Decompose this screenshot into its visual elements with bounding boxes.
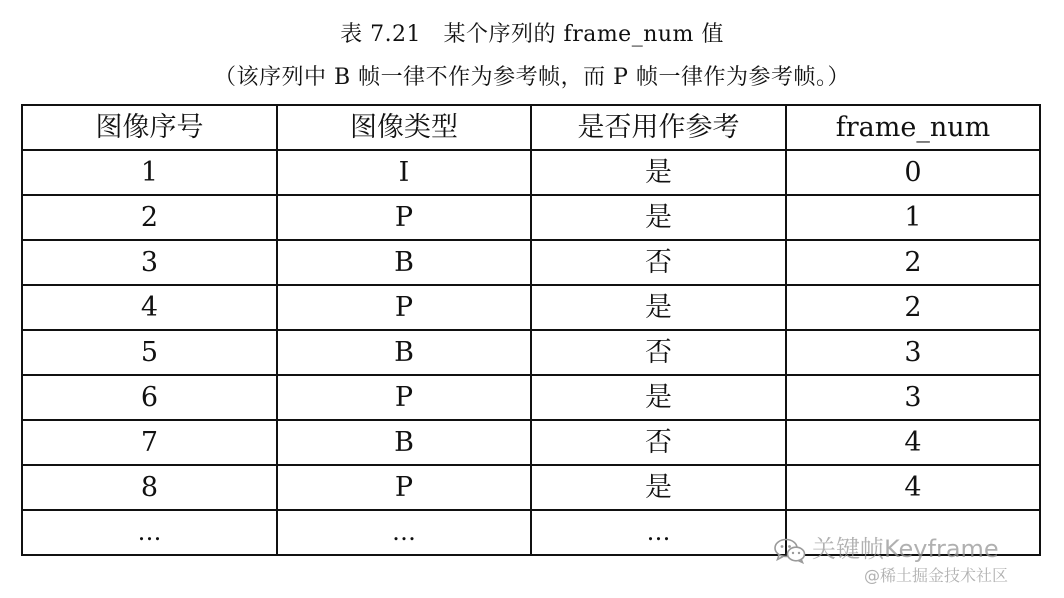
table-row (22, 195, 1040, 240)
table-row (22, 285, 1040, 330)
cell-is-reference: 否 (531, 420, 786, 465)
cell-image-type: P (277, 195, 531, 240)
watermark-account-name: 关键帧Keyframe (812, 535, 999, 563)
cell-is-reference: 是 (531, 195, 786, 240)
table-row (22, 465, 1040, 510)
table-caption-subtitle: （该序列中 B 帧一律不作为参考帧，而 P 帧一律作为参考帧。） (214, 65, 850, 90)
watermark (774, 530, 1044, 590)
cell-image-index: … (22, 510, 277, 555)
table-row (22, 330, 1040, 375)
header-frame-num: frame_num (786, 105, 1040, 150)
table-row (22, 420, 1040, 465)
cell-frame-num: 2 (786, 285, 1040, 330)
cell-is-reference: 是 (531, 465, 786, 510)
cell-frame-num: 3 (786, 375, 1040, 420)
cell-image-index: 5 (22, 330, 277, 375)
cell-image-index: 3 (22, 240, 277, 285)
header-is-reference: 是否用作参考 (531, 105, 786, 150)
watermark-source: @稀土掘金技术社区 (864, 566, 1009, 585)
cell-is-reference: … (531, 510, 786, 555)
cell-image-type: P (277, 285, 531, 330)
cell-image-type: B (277, 420, 531, 465)
header-image-type: 图像类型 (277, 105, 531, 150)
cell-frame-num: 1 (786, 195, 1040, 240)
cell-image-index: 1 (22, 150, 277, 195)
header-image-index: 图像序号 (22, 105, 277, 150)
table-caption-title: 表 7.21 某个序列的 frame_num 值 (340, 22, 724, 47)
cell-frame-num: 3 (786, 330, 1040, 375)
cell-image-index: 7 (22, 420, 277, 465)
frame-num-table (21, 104, 1041, 556)
cell-frame-num: 0 (786, 150, 1040, 195)
cell-is-reference: 否 (531, 330, 786, 375)
wechat-icon (774, 538, 806, 564)
table-row (22, 375, 1040, 420)
cell-image-type: I (277, 150, 531, 195)
cell-frame-num: 2 (786, 240, 1040, 285)
table-row (22, 240, 1040, 285)
table-row (22, 150, 1040, 195)
cell-image-index: 6 (22, 375, 277, 420)
cell-frame-num: 4 (786, 420, 1040, 465)
cell-image-index: 4 (22, 285, 277, 330)
cell-frame-num: 4 (786, 465, 1040, 510)
cell-image-index: 2 (22, 195, 277, 240)
cell-is-reference: 是 (531, 375, 786, 420)
cell-image-type: P (277, 465, 531, 510)
table-header-row (22, 105, 1040, 150)
cell-is-reference: 否 (531, 240, 786, 285)
cell-image-type: … (277, 510, 531, 555)
cell-image-type: B (277, 330, 531, 375)
cell-image-type: P (277, 375, 531, 420)
cell-is-reference: 是 (531, 285, 786, 330)
cell-image-type: B (277, 240, 531, 285)
cell-is-reference: 是 (531, 150, 786, 195)
cell-image-index: 8 (22, 465, 277, 510)
